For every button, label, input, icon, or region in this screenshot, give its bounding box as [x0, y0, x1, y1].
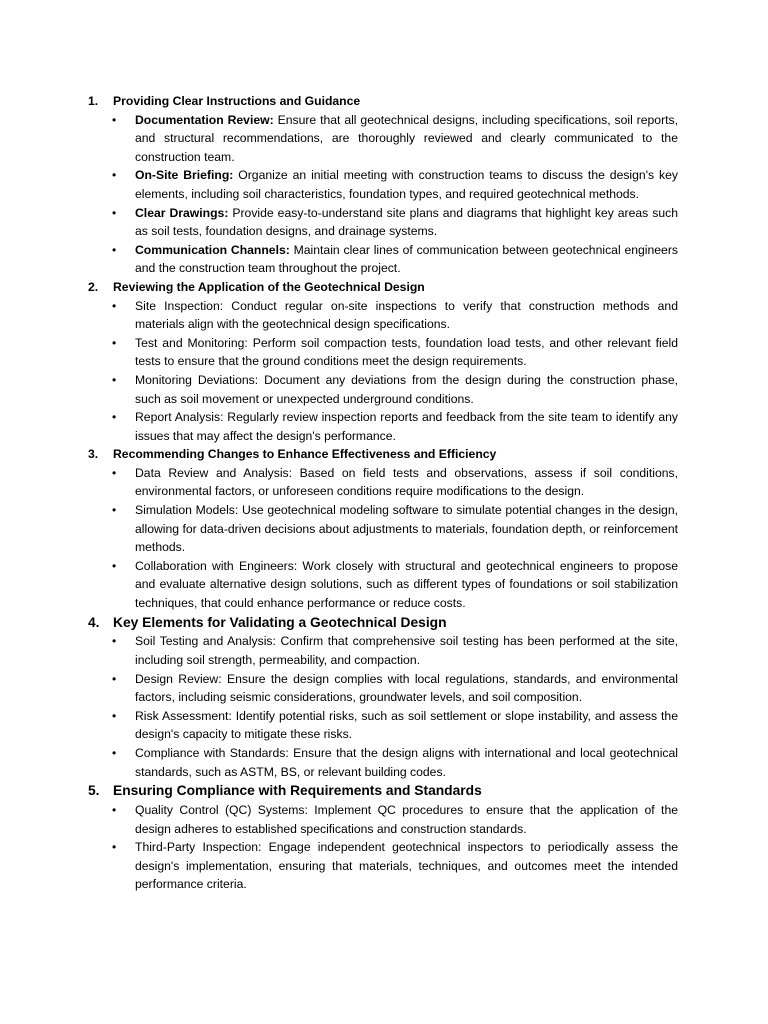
bullet-icon: • — [112, 558, 117, 573]
list-item — [88, 408, 678, 445]
item-text: Site Inspection: Conduct regular on-site inspections to verify that construction methods and materials align with the geotechnical design specifications. — [135, 298, 678, 332]
bullet-icon: • — [112, 634, 117, 649]
item-text: Monitoring Deviations: Document any deviations from the design during the construction phase, such as soil movement or unexpected underground conditions. — [135, 372, 678, 406]
list-item — [88, 371, 678, 408]
bullet-icon: • — [112, 372, 117, 387]
section-title: Ensuring Compliance with Requirements and Standards — [113, 783, 482, 799]
section-title: Recommending Changes to Enhance Effectiveness and Efficiency — [113, 447, 497, 462]
section-title: Providing Clear Instructions and Guidance — [113, 94, 361, 108]
section-3 — [88, 445, 678, 612]
section-2 — [88, 278, 678, 445]
item-text: Compliance with Standards: Ensure that the design aligns with international and local geotechnical standards, such as ASTM, BS, or relevant building codes. — [135, 745, 678, 779]
list-item — [88, 464, 678, 501]
item-text: Test and Monitoring: Perform soil compaction tests, foundation load tests, and other relevant field tests to ensure that the ground conditions meet the design requirements. — [135, 335, 678, 369]
item-text: Ensure that all geotechnical designs, including specifications, soil reports, and structural recommendations, are thoroughly reviewed and clearly communicated to the construction team. — [135, 112, 678, 164]
item-text: Organize an initial meeting with construction teams to discuss the design's key elements, including soil characteristics, foundation types, and required geotechnical methods. — [135, 168, 678, 201]
section-number: 2. — [88, 279, 99, 294]
section-number: 5. — [88, 783, 100, 799]
bullet-icon: • — [112, 840, 117, 855]
list-item — [88, 632, 678, 669]
list-item — [88, 838, 678, 894]
section-title: Reviewing the Application of the Geotechnical Design — [113, 279, 425, 294]
list-item — [88, 557, 678, 613]
item-text: Simulation Models: Use geotechnical modeling software to simulate potential changes in the design, allowing for data-driven decisions about adjustments to materials, foundation depth, or reinforcement methods. — [135, 503, 678, 555]
section-heading — [88, 92, 678, 111]
list-item — [88, 801, 678, 838]
item-text: Report Analysis: Regularly review inspection reports and feedback from the site team to identify any issues that may affect the design's performance. — [135, 410, 678, 443]
item-text: Maintain clear lines of communication between geotechnical engineers and the construction team throughout the project. — [135, 242, 678, 276]
item-term: Clear Drawings: — [135, 205, 229, 220]
list-item — [88, 111, 678, 167]
item-text: Collaboration with Engineers: Work closely with structural and geotechnical engineers to propose and evaluate alternative design solutions, such as different types of foundations or soil stabilization techniques, that could enhance performance or reduce costs. — [135, 558, 678, 611]
bullet-list — [88, 632, 678, 781]
document-body — [88, 92, 678, 894]
section-heading — [88, 445, 678, 464]
item-term: Documentation Review: — [135, 112, 274, 127]
list-item — [88, 707, 678, 744]
list-item — [88, 744, 678, 781]
bullet-icon: • — [112, 205, 117, 220]
bullet-icon: • — [112, 242, 117, 257]
section-number: 1. — [88, 94, 99, 108]
section-5 — [88, 781, 678, 894]
section-heading — [88, 781, 678, 801]
list-item — [88, 241, 678, 278]
bullet-icon: • — [112, 708, 117, 723]
list-item — [88, 670, 678, 707]
list-item — [88, 166, 678, 203]
section-1 — [88, 92, 678, 278]
item-term: On-Site Briefing: — [135, 168, 234, 183]
item-text: Risk Assessment: Identify potential risks, such as soil settlement or slope instability, and assess the design's capacity to mitigate these risks. — [135, 708, 678, 742]
section-4 — [88, 613, 678, 782]
bullet-list — [88, 464, 678, 613]
list-item — [88, 334, 678, 371]
bullet-list — [88, 297, 678, 446]
section-number: 4. — [88, 614, 100, 630]
bullet-icon: • — [112, 802, 117, 817]
bullet-icon: • — [112, 335, 117, 350]
section-title: Key Elements for Validating a Geotechnical Design — [113, 614, 447, 630]
section-heading — [88, 278, 678, 297]
item-text: Third-Party Inspection: Engage independent geotechnical inspectors to periodically assess the design's implementation, ensuring that materials, techniques, and outcomes meet the intended performance criteria. — [135, 840, 678, 892]
item-text: Data Review and Analysis: Based on field tests and observations, assess if soil conditions, environmental factors, or unforeseen conditions require modifications to the design. — [135, 465, 678, 499]
item-term: Communication Channels: — [135, 242, 290, 257]
item-text: Soil Testing and Analysis: Confirm that comprehensive soil testing has been performed at the site, including soil strength, permeability, and compaction. — [135, 634, 678, 668]
list-item — [88, 204, 678, 241]
list-item — [88, 297, 678, 334]
bullet-icon: • — [112, 112, 117, 127]
bullet-icon: • — [112, 745, 117, 760]
item-text: Quality Control (QC) Systems: Implement QC procedures to ensure that the application of the design adheres to established specifications and construction standards. — [135, 802, 678, 836]
bullet-icon: • — [112, 298, 117, 313]
bullet-list — [88, 801, 678, 894]
bullet-icon: • — [112, 410, 117, 425]
bullet-list — [88, 111, 678, 278]
bullet-icon: • — [112, 168, 117, 183]
item-text: Design Review: Ensure the design complies with local regulations, standards, and environmental factors, including seismic considerations, groundwater levels, and soil composition. — [135, 671, 678, 705]
section-number: 3. — [88, 447, 99, 462]
section-heading — [88, 613, 678, 633]
bullet-icon: • — [112, 503, 117, 518]
item-text: Provide easy-to-understand site plans and diagrams that highlight key areas such as soil tests, foundation designs, and drainage systems. — [135, 205, 678, 239]
list-item — [88, 501, 678, 557]
bullet-icon: • — [112, 465, 117, 480]
bullet-icon: • — [112, 671, 117, 686]
